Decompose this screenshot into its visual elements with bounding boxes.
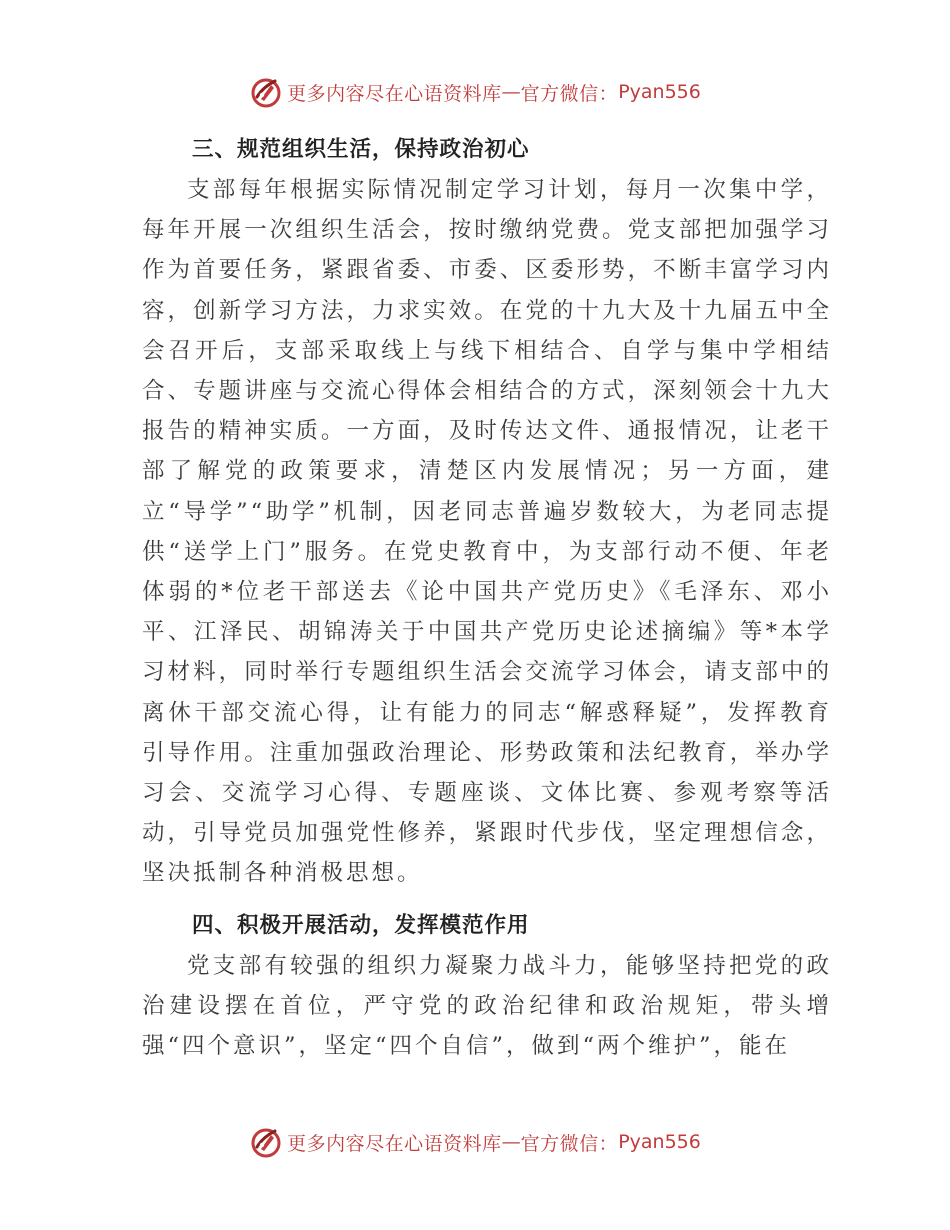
watermark-banner-bottom [0,1122,950,1162]
watermark-wechat-label: 官方微信： [520,82,619,105]
watermark-wechat-id: Pyan556 [618,1131,701,1153]
section-heading-3: 三、规范组织生活，保持政治初心 [192,137,530,162]
section-paragraph-3: 支部每年根据实际情况制定学习计划，每月一次集中学，每年开展一次组织生活会，按时缴纳党费。党支部把加强学习作为首要任务，紧跟省委、市委、区委形势，不断丰富学习内容，创新学习方法，力求实效。在党的十九大及十九届五中全会召开后，支部采取线上与线下相结合、自学与集中学相结合、专题讲座与交流心得体会相结合的方式，深刻领会十九大报告的精神实质。一方面，及时传达文件、通报情况，让老干部了解党的政策要求，清楚区内发展情况；另一方面，建立“导学”“助学”机制，因老同志普遍岁数较大，为老同志提供“送学上门”服务。在党史教育中，为支部行动不便、年老体弱的*位老干部送去《论中国共产党历史》《毛泽东、邓小平、江泽民、胡锦涛关于中国共产党历史论述摘编》等*本学习材料，同时举行专题组织生活会交流学习体会，请支部中的离休干部交流心得，让有能力的同志“解惑释疑”，发挥教育引导作用。注重加强政治理论、形势政策和法纪教育，举办学习会、交流学习心得、专题座谈、文体比赛、参观考察等活动，引导党员加强党性修养，紧跟时代步伐，坚定理想信念，坚决抵制各种消极思想。 [142,177,832,887]
watermark-wechat-label: 官方微信： [520,1132,619,1155]
watermark-wechat-id: Pyan556 [618,81,701,103]
section-paragraph-4: 党支部有较强的组织力凝聚力战斗力，能够坚持把党的政治建设摆在首位，严守党的政治纪律和政治规矩，带头增强“四个意识”，坚定“四个自信”，做到“两个维护”，能在 [142,952,832,1060]
section-gap [142,894,832,906]
pen-logo-icon [249,75,283,109]
document-body [142,130,832,1066]
watermark-banner-top [0,72,950,112]
watermark-separator: — [501,81,521,103]
watermark-separator: — [501,1131,521,1153]
section-heading-4: 四、积极开展活动，发挥模范作用 [192,912,530,938]
pen-logo-icon [249,1125,283,1159]
watermark-site-text: 更多内容尽在心语资料库 [287,1132,502,1155]
watermark-site-text: 更多内容尽在心语资料库 [287,82,502,105]
